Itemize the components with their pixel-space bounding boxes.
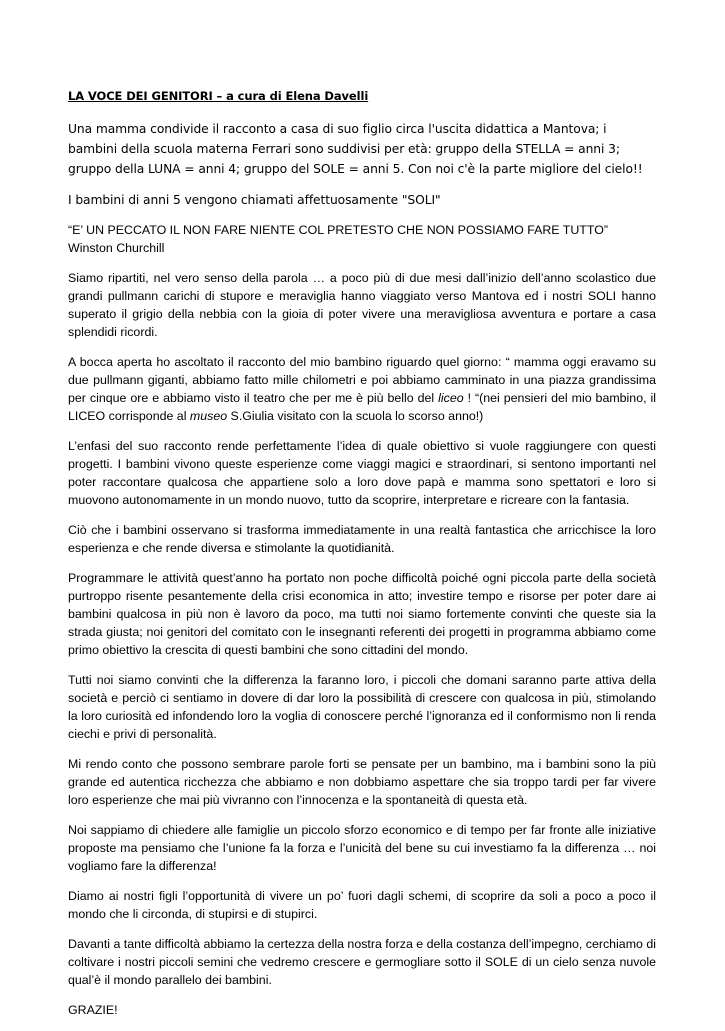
intro-paragraph: Una mamma condivide il racconto a casa di suo figlio circa l'uscita didattica a Mantova; i bambini della scuola materna Ferrari sono suddivisi per età: gruppo della STELLA = anni 3; gruppo della LUNA = anni 4; gruppo del SOLE = anni 5. Con noi c'è la parte migliore del cielo!! bbox=[68, 122, 643, 176]
closing-text: GRAZIE! bbox=[68, 1003, 118, 1017]
quote-paragraph: “E’ UN PECCATO IL NON FARE NIENTE COL PRETESTO CHE NON POSSIAMO FARE TUTTO” Winston Churchill bbox=[68, 223, 608, 255]
paragraph-2-liceo: liceo bbox=[438, 391, 464, 405]
paragraph-1: Siamo ripartiti, nel vero senso della parola … a poco più di due mesi dall’inizio dell’anno scolastico due grandi pullmann carichi di stupore e meraviglia hanno viaggiato verso Mantova ed i nostri SOLI hanno superato il grigio della nebbia con la gioia di poter vivere una meravigliosa avventura e portare a casa splendidi ricordi. bbox=[68, 271, 656, 339]
paragraph-2-part-b: ! “(nei pensieri del mio bambino, il LICEO corrisponde al bbox=[68, 391, 657, 423]
paragraph-4: Ciò che i bambini osservano si trasforma immediatamente in una realtà fantastica che arricchisce la loro esperienza e che rende diversa e stimolante la quotidianità. bbox=[68, 523, 656, 555]
paragraph-8: Noi sappiamo di chiedere alle famiglie un piccolo sforzo economico e di tempo per far fronte alle iniziative proposte ma pensiamo che l’unione fa la forza e l’unicità del bene su cui investiamo fa la differenza … noi vogliamo fare la differenza! bbox=[68, 823, 656, 873]
paragraph-5: Programmare le attività quest’anno ha portato non poche difficoltà poiché ogni piccola parte della società purtroppo risente pesantemente della crisi economica in atto; investire tempo e risorse per poter dare ai bambini qualcosa in più non è lavoro da poco, ma tutti noi siamo fortemente convinti che queste sia la strada giusta; noi genitori del comitato con le insegnanti referenti dei progetti in programma abbiamo come primo obiettivo la crescita di questi bambini che sono cittadini del mondo. bbox=[68, 571, 656, 657]
document-title: LA VOCE DEI GENITORI – a cura di Elena Davelli bbox=[68, 89, 369, 103]
paragraph-10: Davanti a tante difficoltà abbiamo la certezza della nostra forza e della costanza dell’impegno, cerchiamo di coltivare i nostri piccoli semini che vedremo crescere e germogliare sotto il SOLE di un cielo senza nuvole qual’è il mondo parallelo dei bambini. bbox=[68, 937, 656, 987]
paragraph-2-part-a: A bocca aperta ho ascoltato il racconto del mio bambino riguardo quel giorno: “ mamma oggi eravamo su due pullmann giganti, abbiamo fatto mille chilometri e poi abbiamo camminato in una piazza grandissima per cinque ore e abbiamo visto il teatro che per me è più bello del bbox=[68, 355, 656, 405]
paragraph-6: Tutti noi siamo convinti che la differenza la faranno loro, i piccoli che domani saranno parte attiva della società e perciò ci sentiamo in dovere di dar loro la possibilità di crescere con qualcosa in più, stimolando la loro curiosità ed infondendo loro la voglia di conoscere perché l’ignoranza ed il conformismo non li renda ciechi e privi di personalità. bbox=[68, 673, 656, 741]
document-page bbox=[68, 88, 656, 1031]
paragraph-7: Mi rendo conto che possono sembrare parole forti se pensate per un bambino, ma i bambini sono la più grande ed autentica ricchezza che abbiamo e non dobbiamo aspettare che sia troppo tardi per far vivere loro esperienze che mai più vivranno con l’innocenza e la spontaneità di questa età. bbox=[68, 757, 656, 807]
soli-note-paragraph: I bambini di anni 5 vengono chiamati affettuosamente "SOLI" bbox=[68, 193, 441, 207]
paragraph-2-museo: museo bbox=[189, 409, 228, 423]
paragraph-2 bbox=[68, 353, 656, 425]
paragraph-2-part-c: S.Giulia visitato con la scuola lo scorso anno!) bbox=[227, 409, 484, 423]
paragraph-9: Diamo ai nostri figli l’opportunità di vivere un po’ fuori dagli schemi, di scoprire da soli a poco a poco il mondo che li circonda, di stupirsi e di stupirci. bbox=[68, 889, 656, 921]
paragraph-3: L’enfasi del suo racconto rende perfettamente l’idea di quale obiettivo si vuole raggiungere con questi progetti. I bambini vivono queste esperienze come viaggi magici e straordinari, si sentono importanti nel poter raccontare qualcosa che appartiene solo a loro dove papà e mamma sono spettatori e loro si muovono autonomamente in un mondo nuovo, tutto da scoprire, interpretare e ricreare con la fantasia. bbox=[68, 439, 656, 507]
